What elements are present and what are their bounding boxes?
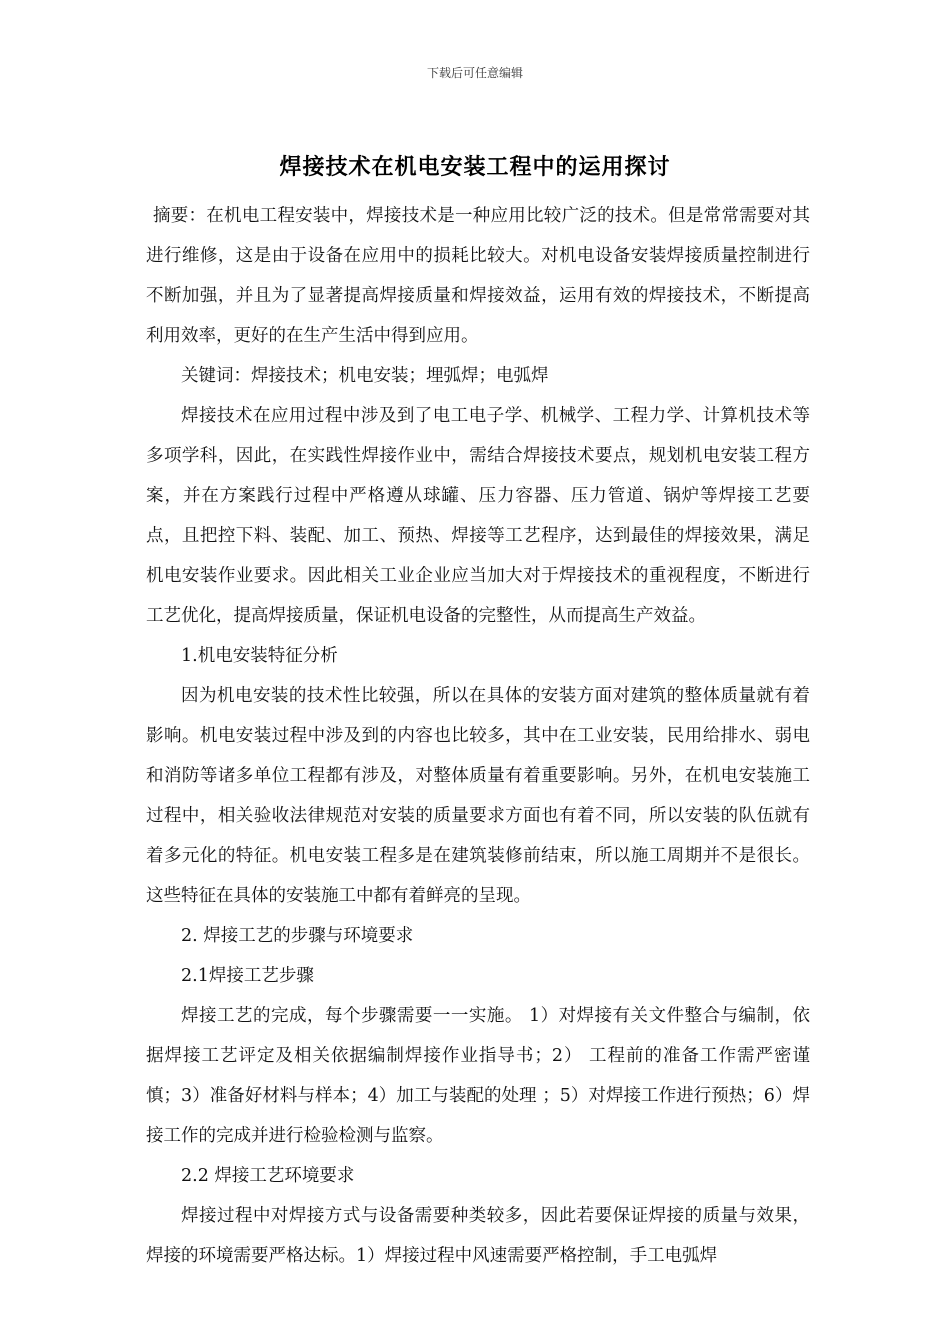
section-1-heading: 1.机电安装特征分析: [181, 646, 338, 666]
header-note: 下载后可任意编辑: [426, 66, 523, 80]
page-title: 焊接技术在机电安装工程中的运用探讨: [279, 155, 671, 180]
section-2-heading: 2. 焊接工艺的步骤与环境要求: [181, 926, 414, 946]
keywords-line: 关键词：焊接技术；机电安装；埋弧焊；电弧焊: [181, 366, 549, 386]
intro-paragraph: 焊接技术在应用过程中涉及到了电工电子学、机械学、工程力学、计算机技术等多项学科，因此，在实践性焊接作业中，需结合焊接技术要点，规划机电安装工程方案，并在方案践行过程中严格遵从球罐、压力容器、压力管道、锅炉等焊接工艺要点，且把控下料、装配、加工、预热、焊接等工艺程序，达到最佳的焊接效果，满足机电安装作业要求。因此相关工业企业应当加大对于焊接技术的重视程度，不断进行工艺优化，提高焊接质量，保证机电设备的完整性，从而提高生产效益。: [146, 406, 810, 626]
abstract-paragraph: 摘要：在机电工程安装中，焊接技术是一种应用比较广泛的技术。但是常常需要对其进行维修，这是由于设备在应用中的损耗比较大。对机电设备安装焊接质量控制进行不断加强，并且为了显著提高焊接质量和焊接效益，运用有效的焊接技术，不断提高利用效率，更好的在生产生活中得到应用。: [146, 206, 810, 346]
section-2-1-heading: 2.1焊接工艺步骤: [181, 966, 314, 986]
section-2-2-heading: 2.2 焊接工艺环境要求: [181, 1166, 355, 1186]
section-2-1-paragraph: 焊接工艺的完成，每个步骤需要一一实施。 1）对焊接有关文件整合与编制，依据焊接工艺评定及相关依据编制焊接作业指导书；2） 工程前的准备工作需严密谨慎；3）准备好材料与样本；4）加工与装配的处理 ；5）对焊接工作进行预热；6）焊接工作的完成并进行检验检测与监察。: [146, 1006, 810, 1146]
document-body: [146, 196, 810, 1276]
section-1-paragraph: 因为机电安装的技术性比较强，所以在具体的安装方面对建筑的整体质量就有着影响。机电安装过程中涉及到的内容也比较多，其中在工业安装，民用给排水、弱电和消防等诸多单位工程都有涉及，对整体质量有着重要影响。另外，在机电安装施工过程中，相关验收法律规范对安装的质量要求方面也有着不同，所以安装的队伍就有着多元化的特征。机电安装工程多是在建筑装修前结束，所以施工周期并不是很长。这些特征在具体的安装施工中都有着鲜亮的呈现。: [146, 686, 810, 906]
section-2-2-paragraph: 焊接过程中对焊接方式与设备需要种类较多，因此若要保证焊接的质量与效果，焊接的环境需要严格达标。1）焊接过程中风速需要严格控制，手工电弧焊: [146, 1206, 810, 1266]
